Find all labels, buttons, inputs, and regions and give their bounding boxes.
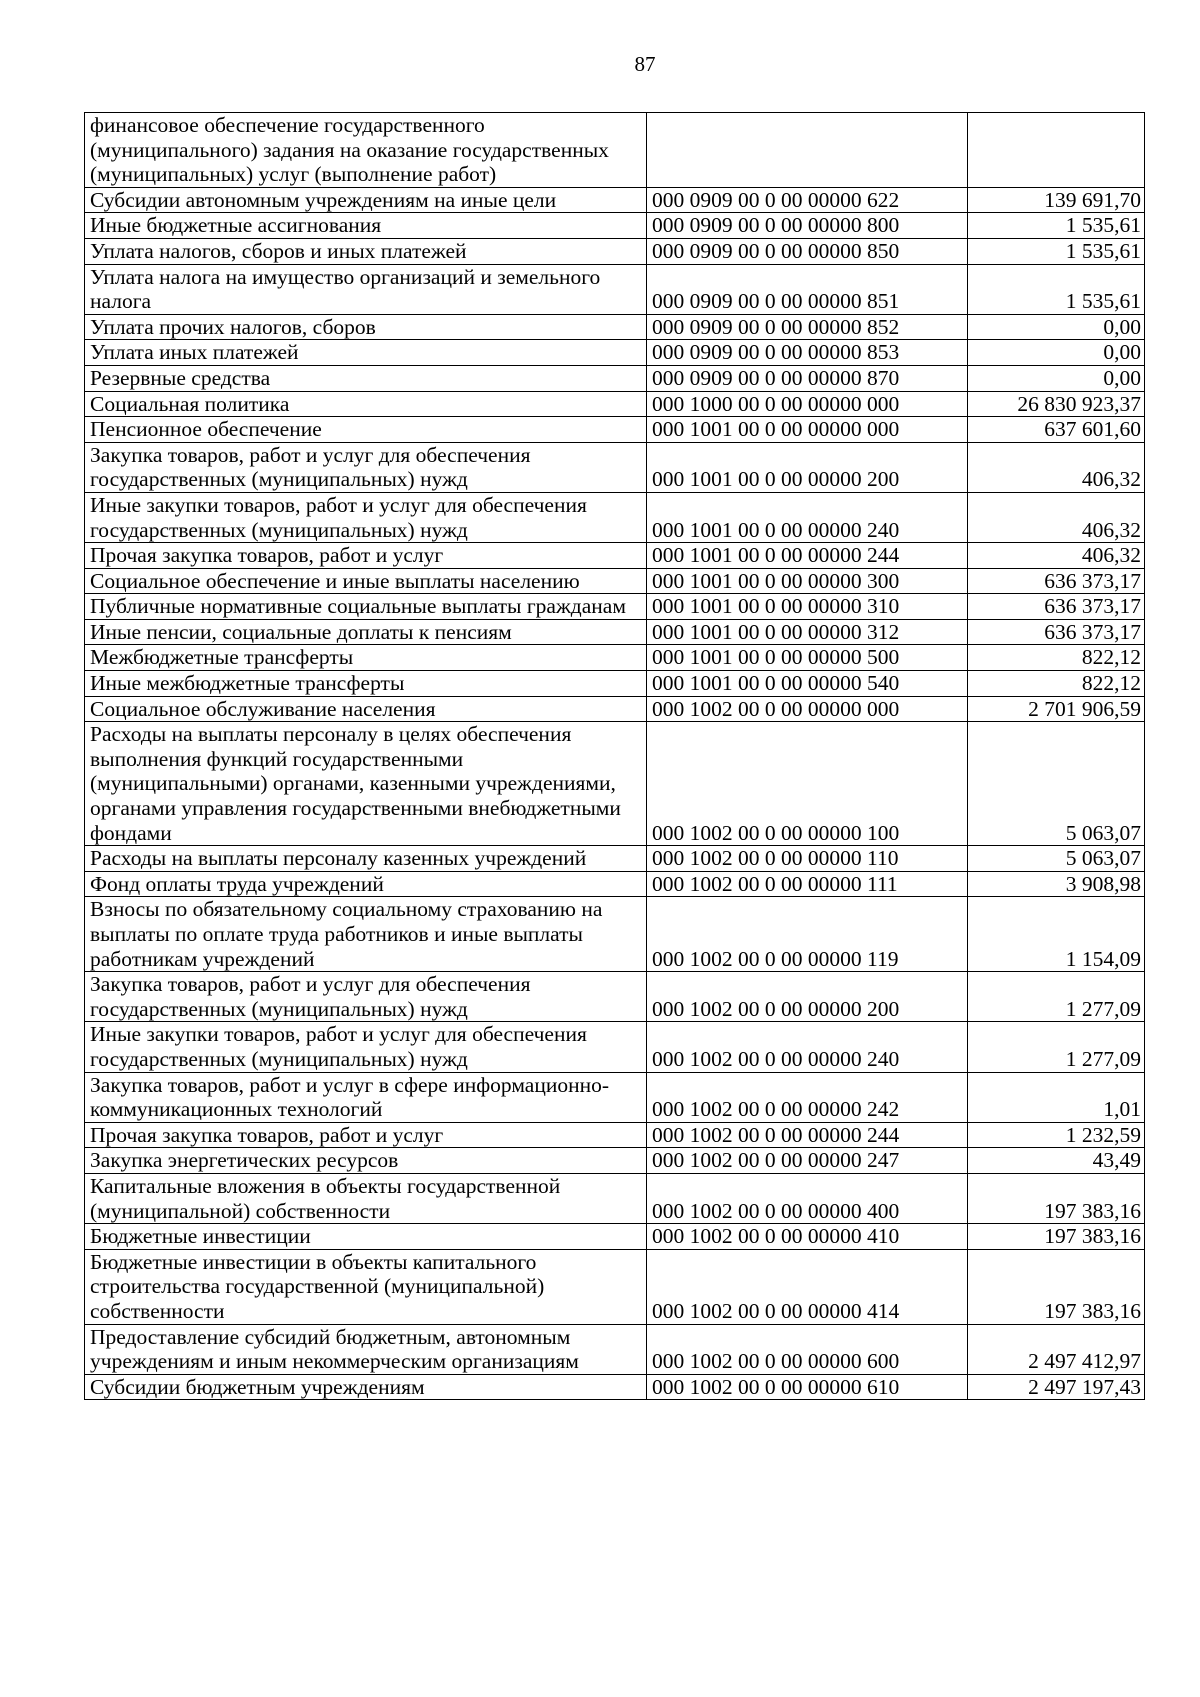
amount-cell: 0,00 [968,314,1145,340]
budget-code-cell: 000 1002 00 0 00 00000 111 [647,871,968,897]
expense-name-cell: Взносы по обязательному социальному страхованию на выплаты по оплате труда работников и иные выплаты работникам учреждений [85,897,647,972]
expense-name-cell: Закупка товаров, работ и услуг в сфере информационно-коммуникационных технологий [85,1072,647,1122]
expense-name-cell: Уплата налогов, сборов и иных платежей [85,238,647,264]
page-number: 87 [634,52,656,76]
amount-cell: 2 497 412,97 [968,1324,1145,1374]
table-row [85,113,1145,188]
table-row [85,1148,1145,1174]
budget-code-cell: 000 1001 00 0 00 00000 240 [647,492,968,542]
table-row [85,645,1145,671]
expense-name-cell: Бюджетные инвестиции в объекты капитального строительства государственной (муниципальной) собственности [85,1249,647,1324]
expense-name-cell: Закупка энергетических ресурсов [85,1148,647,1174]
amount-cell: 197 383,16 [968,1224,1145,1250]
budget-code-cell: 000 1002 00 0 00 00000 000 [647,696,968,722]
expense-name-cell: финансовое обеспечение государственного (муниципального) задания на оказание государственных (муниципальных) услуг (выполнение работ) [85,113,647,188]
amount-cell: 26 830 923,37 [968,391,1145,417]
expense-name-cell: Капитальные вложения в объекты государственной (муниципальной) собственности [85,1173,647,1223]
budget-code-cell: 000 1001 00 0 00 00000 000 [647,417,968,443]
amount-cell: 1 232,59 [968,1122,1145,1148]
expense-name-cell: Пенсионное обеспечение [85,417,647,443]
budget-code-cell: 000 1002 00 0 00 00000 610 [647,1374,968,1400]
budget-code-cell: 000 0909 00 0 00 00000 853 [647,340,968,366]
expense-name-cell: Иные закупки товаров, работ и услуг для обеспечения государственных (муниципальных) нужд [85,492,647,542]
budget-code-cell: 000 1002 00 0 00 00000 200 [647,972,968,1022]
amount-cell: 636 373,17 [968,568,1145,594]
expense-name-cell: Социальное обслуживание населения [85,696,647,722]
expense-name-cell: Расходы на выплаты персоналу казенных учреждений [85,846,647,872]
table-row [85,264,1145,314]
table-row [85,846,1145,872]
amount-cell: 5 063,07 [968,722,1145,846]
table-row [85,417,1145,443]
budget-code-cell: 000 1001 00 0 00 00000 500 [647,645,968,671]
amount-cell: 2 701 906,59 [968,696,1145,722]
amount-cell: 822,12 [968,645,1145,671]
expense-name-cell: Социальное обеспечение и иные выплаты населению [85,568,647,594]
amount-cell: 43,49 [968,1148,1145,1174]
table-row [85,1249,1145,1324]
table-row [85,314,1145,340]
expense-name-cell: Уплата налога на имущество организаций и земельного налога [85,264,647,314]
budget-code-cell: 000 1001 00 0 00 00000 244 [647,543,968,569]
budget-code-cell [647,113,968,188]
budget-code-cell: 000 1002 00 0 00 00000 110 [647,846,968,872]
expense-name-cell: Фонд оплаты труда учреждений [85,871,647,897]
table-row [85,1072,1145,1122]
budget-code-cell: 000 1002 00 0 00 00000 400 [647,1173,968,1223]
table-row [85,213,1145,239]
table-row [85,543,1145,569]
amount-cell: 5 063,07 [968,846,1145,872]
amount-cell: 197 383,16 [968,1249,1145,1324]
expense-name-cell: Публичные нормативные социальные выплаты гражданам [85,594,647,620]
budget-code-cell: 000 1002 00 0 00 00000 410 [647,1224,968,1250]
amount-cell: 197 383,16 [968,1173,1145,1223]
amount-cell: 822,12 [968,671,1145,697]
budget-code-cell: 000 1002 00 0 00 00000 242 [647,1072,968,1122]
amount-cell: 406,32 [968,442,1145,492]
expense-name-cell: Уплата прочих налогов, сборов [85,314,647,340]
budget-code-cell: 000 1001 00 0 00 00000 200 [647,442,968,492]
table-row [85,1122,1145,1148]
table-row [85,1374,1145,1400]
amount-cell [968,113,1145,188]
table-row [85,187,1145,213]
expense-name-cell: Субсидии бюджетным учреждениям [85,1374,647,1400]
budget-code-cell: 000 0909 00 0 00 00000 622 [647,187,968,213]
amount-cell: 636 373,17 [968,619,1145,645]
budget-code-cell: 000 1001 00 0 00 00000 300 [647,568,968,594]
budget-code-cell: 000 1002 00 0 00 00000 100 [647,722,968,846]
expense-name-cell: Прочая закупка товаров, работ и услуг [85,543,647,569]
expense-name-cell: Закупка товаров, работ и услуг для обеспечения государственных (муниципальных) нужд [85,442,647,492]
budget-code-cell: 000 0909 00 0 00 00000 851 [647,264,968,314]
amount-cell: 0,00 [968,365,1145,391]
table-row [85,238,1145,264]
amount-cell: 1 535,61 [968,213,1145,239]
table-row [85,391,1145,417]
amount-cell: 1 154,09 [968,897,1145,972]
table-row [85,871,1145,897]
expense-name-cell: Закупка товаров, работ и услуг для обеспечения государственных (муниципальных) нужд [85,972,647,1022]
table-row [85,340,1145,366]
table-row [85,1022,1145,1072]
amount-cell: 406,32 [968,492,1145,542]
expense-name-cell: Межбюджетные трансферты [85,645,647,671]
expense-name-cell: Субсидии автономным учреждениям на иные цели [85,187,647,213]
budget-code-cell: 000 1001 00 0 00 00000 310 [647,594,968,620]
budget-code-cell: 000 1001 00 0 00 00000 540 [647,671,968,697]
amount-cell: 1 277,09 [968,1022,1145,1072]
expense-name-cell: Уплата иных платежей [85,340,647,366]
table-row [85,1324,1145,1374]
amount-cell: 1,01 [968,1072,1145,1122]
expense-name-cell: Резервные средства [85,365,647,391]
budget-code-cell: 000 0909 00 0 00 00000 852 [647,314,968,340]
amount-cell: 1 535,61 [968,238,1145,264]
expense-name-cell: Иные пенсии, социальные доплаты к пенсиям [85,619,647,645]
table-row [85,619,1145,645]
budget-code-cell: 000 1002 00 0 00 00000 119 [647,897,968,972]
expense-name-cell: Иные бюджетные ассигнования [85,213,647,239]
amount-cell: 636 373,17 [968,594,1145,620]
table-row [85,722,1145,846]
budget-code-cell: 000 1002 00 0 00 00000 600 [647,1324,968,1374]
amount-cell: 139 691,70 [968,187,1145,213]
table-row [85,1173,1145,1223]
expense-name-cell: Прочая закупка товаров, работ и услуг [85,1122,647,1148]
table-row [85,696,1145,722]
table-row [85,1224,1145,1250]
table-row [85,492,1145,542]
table-row [85,972,1145,1022]
amount-cell: 1 277,09 [968,972,1145,1022]
table-row [85,568,1145,594]
amount-cell: 3 908,98 [968,871,1145,897]
table-row [85,897,1145,972]
budget-code-cell: 000 0909 00 0 00 00000 850 [647,238,968,264]
budget-code-cell: 000 1002 00 0 00 00000 247 [647,1148,968,1174]
expense-name-cell: Иные межбюджетные трансферты [85,671,647,697]
amount-cell: 406,32 [968,543,1145,569]
expense-name-cell: Иные закупки товаров, работ и услуг для обеспечения государственных (муниципальных) нужд [85,1022,647,1072]
budget-table [84,112,1145,1400]
amount-cell: 637 601,60 [968,417,1145,443]
table-row [85,365,1145,391]
budget-code-cell: 000 0909 00 0 00 00000 870 [647,365,968,391]
budget-code-cell: 000 1002 00 0 00 00000 414 [647,1249,968,1324]
budget-code-cell: 000 1002 00 0 00 00000 244 [647,1122,968,1148]
table-row [85,671,1145,697]
expense-name-cell: Предоставление субсидий бюджетным, автономным учреждениям и иным некоммерческим организациям [85,1324,647,1374]
budget-code-cell: 000 1002 00 0 00 00000 240 [647,1022,968,1072]
expense-name-cell: Расходы на выплаты персоналу в целях обеспечения выполнения функций государственными (муниципальными) органами, казенными учреждениями, органами управления государственными внебюджетными фондами [85,722,647,846]
amount-cell: 1 535,61 [968,264,1145,314]
amount-cell: 0,00 [968,340,1145,366]
table-row [85,442,1145,492]
table-row [85,594,1145,620]
expense-name-cell: Бюджетные инвестиции [85,1224,647,1250]
expense-name-cell: Социальная политика [85,391,647,417]
budget-code-cell: 000 1000 00 0 00 00000 000 [647,391,968,417]
budget-code-cell: 000 0909 00 0 00 00000 800 [647,213,968,239]
amount-cell: 2 497 197,43 [968,1374,1145,1400]
budget-code-cell: 000 1001 00 0 00 00000 312 [647,619,968,645]
